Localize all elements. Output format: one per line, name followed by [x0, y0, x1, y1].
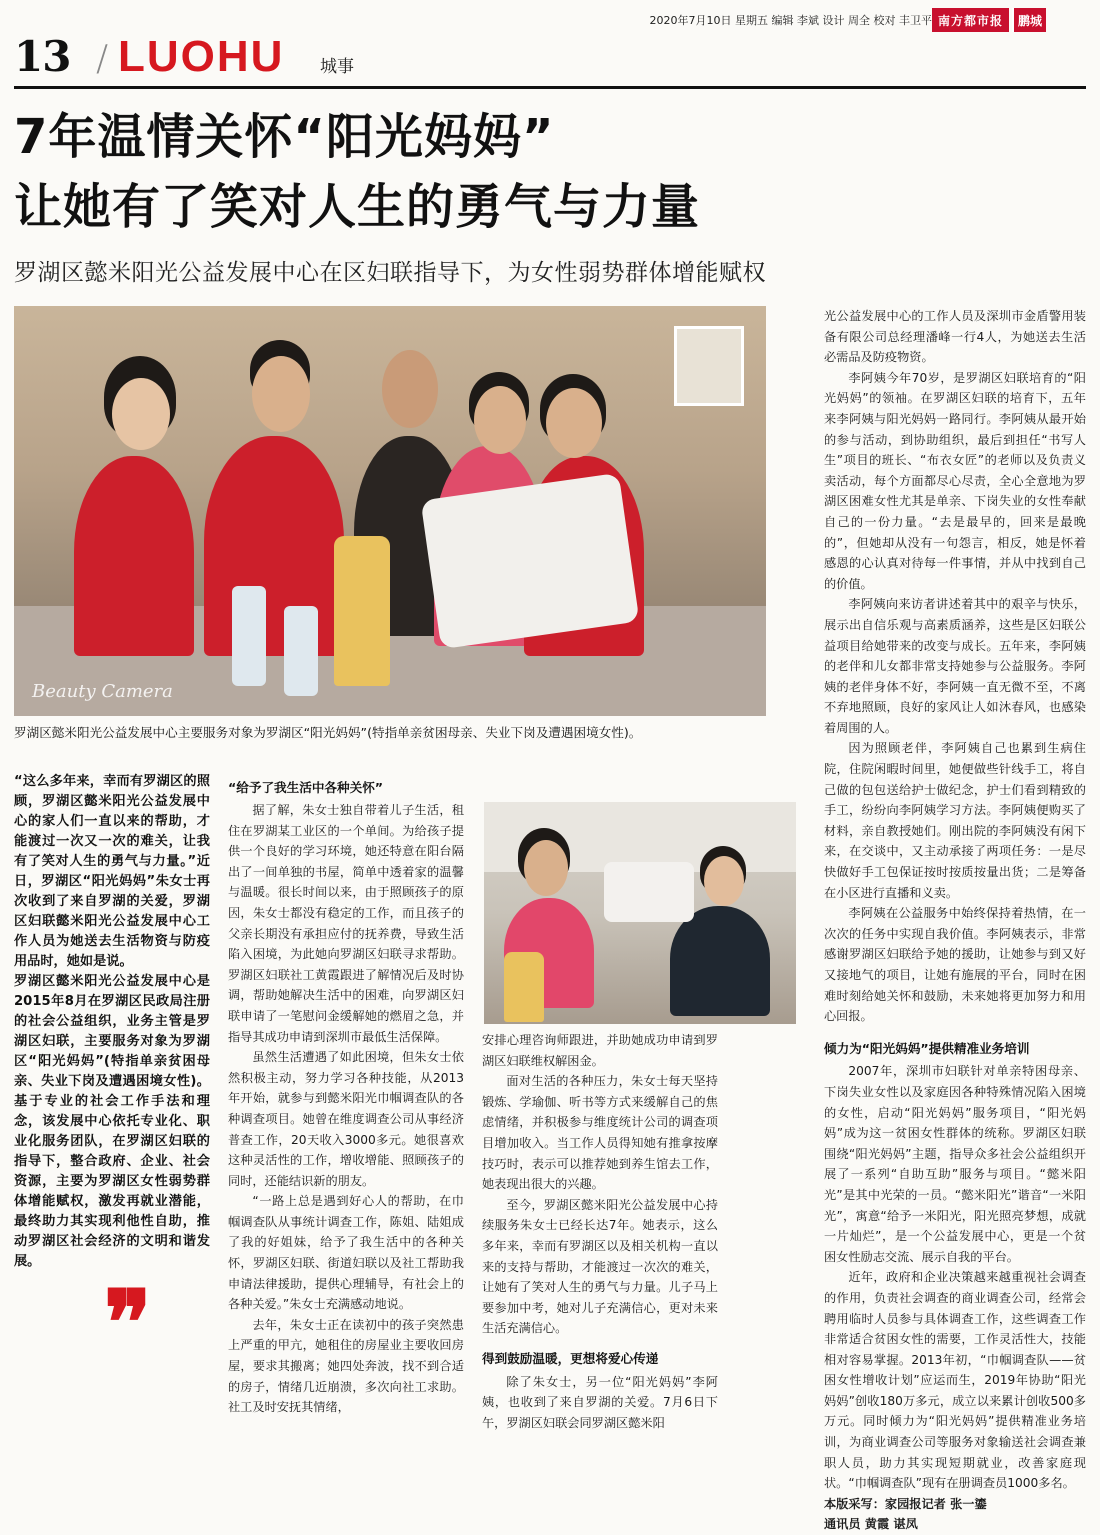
header-rule: [14, 86, 1086, 89]
page-number: 13: [14, 32, 71, 81]
subheading: 得到鼓励温暖，更想将爱心传递: [482, 1350, 659, 1366]
article-column-c: [482, 1030, 718, 1433]
page-header: [14, 34, 1086, 80]
sanitizer-bottle: [284, 606, 318, 696]
body-paragraph: 面对生活的各种压力，朱女士每天坚持锻炼、学瑜伽、听书等方式来缓解自己的焦虑情绪，并积极参与维度统计公司的调查项目增加收入。当工作人员得知她有推拿按摩技巧时，表示可以推荐她到养生馆去工作，她表现出很大的兴趣。: [482, 1074, 718, 1192]
body-paragraph: 去年，朱女士正在读初中的孩子突然患上严重的甲亢，她租住的房屋业主要收回房屋，要求其搬离；她四处奔波，找不到合适的房子，情绪几近崩溃，多次向社工求助。社工及时安抚其情绪，: [228, 1317, 464, 1415]
body-paragraph: 虽然生活遭遇了如此困境，但朱女士依然积极主动，努力学习各种技能，从2013年开始，就参与到懿米阳光巾帼调查队的各种调查项目。她曾在维度调查公司从事经济普查工作，20天收入3000多元。她很喜欢这种灵活性的工作，增收增能、照顾孩子的同时，还能结识新的朋友。: [228, 1050, 464, 1188]
quilt-package: [421, 473, 640, 649]
face-shape: [252, 356, 310, 432]
section-title: LUOHU: [118, 32, 285, 81]
face-shape: [704, 856, 744, 906]
body-paragraph: 李阿姨今年70岁，是罗湖区妇联培育的“阳光妈妈”的领袖。在罗湖区妇联的培育下，五年来李阿姨与阳光妈妈一路同行。李阿姨从最开始的参与活动，到协助组织，最后到担任“书写人生”项目的班长、“布衣女匠”的老师以及负责义卖活动，每个方面都尽心尽责，全心全意地为罗湖区困难女性尤其是单亲、下岗失业的女性奉献自己的一份力量。“去是最早的，回来是最晚的”，但她却从没有一句怨言，相反，她是怀着感恩的心认真对待每一件事情，并从中找到自己的价值。: [824, 370, 1086, 591]
face-shape: [382, 350, 438, 428]
body-paragraph: 李阿姨在公益服务中始终保持着热情，在一次次的任务中实现自我价值。李阿姨表示，非常感谢罗湖区妇联给予她的援助，让她参与到又好又接地气的项目，让她有施展的平台，同时在困难时刻给她关怀和鼓励，未来她将更加努力和用心回报。: [824, 906, 1086, 1024]
top-bar: [0, 8, 1100, 34]
subheading: “给予了我生活中各种关怀”: [228, 780, 384, 795]
main-photo: [14, 306, 766, 716]
newspaper-logo: [932, 8, 1088, 32]
headline-line-2: 让她有了笑对人生的勇气与力量: [14, 179, 701, 235]
subheading: 倾力为“阳光妈妈”提供精准业务培训: [824, 1040, 1030, 1056]
second-photo: [484, 802, 796, 1024]
body-paragraph: 至今，罗湖区懿米阳光公益发展中心持续服务朱女士已经长达7年。她表示，这么多年来，幸而有罗湖区以及相关机构一直以来的支持与帮助，才能渡过一次次的难关，让她有了笑对人生的勇气与力量。儿子马上要参加中考，她对儿子充满信心，更对未来生活充满信心。: [482, 1197, 718, 1336]
body-paragraph: 据了解，朱女士独自带着儿子生活，租住在罗湖某工业区的一个单间。为给孩子提供一个良好的学习环境，她还特意在阳台隔出了一间单独的书屋，简单中透着家的温馨与温暖。很长时间以来，由于照顾孩子的原因，朱女士都没有稳定的工作，而且孩子的父亲长期没有承担应付的抚养费，导致生活陷入困境，为此她向罗湖区妇联寻求帮助。罗湖区妇联社工黄霞跟进了解情况后及时协调，帮助她解决生活中的困难，向罗湖区妇联申请了一笔慰问金缓解她的燃眉之急，并指导其成功申请到深圳市最低生活保障。: [228, 803, 464, 1044]
oil-bottle: [504, 952, 544, 1022]
body-paragraph: 除了朱女士，另一位“阳光妈妈”李阿姨，也收到了来自罗湖的关爱。7月6日下午，罗湖区妇联会同罗湖区懿米阳: [482, 1374, 718, 1430]
slash-divider: /: [96, 38, 109, 79]
body-paragraph: 安排心理咨询师跟进，并助她成功申请到罗湖区妇联维权解困金。: [482, 1033, 718, 1068]
oil-bottle: [334, 536, 390, 686]
body-paragraph: 光公益发展中心的工作人员及深圳市金盾警用装备有限公司总经理潘峰一行4人，为她送去生活必需品及防疫物资。: [824, 309, 1086, 365]
byline-correspondent: 通讯员 黄霞 谌凤: [824, 1517, 918, 1532]
byline-reporter: 本版采写：家园报记者 张一鎏: [824, 1496, 987, 1511]
body-paragraph: 李阿姨向来访者讲述着其中的艰辛与快乐，展示出自信乐观与高素质涵养，这些是区妇联公益项目给她带来的改变与成长。五年来，李阿姨的老伴和儿女都非常支持她参与公益服务。李阿姨的老伴身体不好，李阿姨一直无微不至，不离不弃地照顾，良好的家风让人如沐春风，也感染着周围的人。: [824, 597, 1086, 735]
photo-watermark: Beauty Camera: [32, 681, 173, 702]
headline-line-1: 7年温情关怀“阳光妈妈”: [14, 109, 555, 165]
sanitizer-bottle: [232, 586, 266, 686]
quote-mark-icon: ❞: [104, 1270, 152, 1374]
face-shape: [524, 840, 568, 896]
subheadline: 罗湖区懿米阳光公益发展中心在区妇联指导下，为女性弱势群体增能赋权: [14, 260, 766, 286]
article-column-d: [824, 306, 1086, 1535]
paper-edition: 鹏城: [1012, 8, 1046, 32]
pillow: [604, 862, 694, 922]
lead-paragraph: “这么多年来，幸而有罗湖区的照顾，罗湖区懿米阳光公益发展中心的家人们一直以来的帮助，才能渡过一次又一次的难关，让我有了笑对人生的勇气与力量。”近日，罗湖区“阳光妈妈”朱女士再次收到了来自罗湖的关爱，罗湖区妇联懿米阳光公益发展中心工作人员为她送去生活物资与防疫用品时，她如是说。: [14, 774, 210, 969]
article-column-b: [228, 780, 464, 1418]
body-paragraph: 因为照顾老伴，李阿姨自己也累到生病住院，住院闲暇时间里，她便做些针线手工，将自己做的包包送给护士做纪念，护士们看到精致的手工，纷纷向李阿姨学习方法。李阿姨便购买了材料，亲自教授她们。刚出院的李阿姨没有闲下来，在交谈中，又主动承接了两项任务：一是尽快做好手工包保证按时按质按量出货；二是筹备在小区进行直播和义卖。: [824, 741, 1086, 900]
body-paragraph: “一路上总是遇到好心人的帮助，在巾帼调查队从事统计调查工作，陈姐、陆姐成了我的好姐妹，给予了我生活中的各种关怀，罗湖区妇联、街道妇联以及社工帮助我申请法律援助，提供心理辅导，有社会上的各种关爱。”朱女士充满感动地说。: [228, 1194, 464, 1312]
face-shape: [546, 388, 602, 458]
photo-caption: 罗湖区懿米阳光公益发展中心主要服务对象为罗湖区“阳光妈妈”(特指单亲贫困母亲、失业下岗及遭遇困境女性)。: [14, 725, 642, 740]
section-tag: 城事: [320, 57, 354, 77]
lead-column: [14, 772, 210, 1272]
body-paragraph: 近年，政府和企业决策越来越重视社会调查的作用，负责社会调查的商业调查公司，经常会聘用临时人员参与具体调查工作，这些调查工作非常适合贫困女性的需要，工作灵活性大，技能相对容易掌握。2013年初，“巾帼调查队——贫困女性增收计划”应运而生，2019年协助“阳光妈妈”创收180万多元，成立以来累计创收500多万元。同时倾力为“阳光妈妈”提供精准业务培训，为商业调查公司等服务对象输送社会调查兼职人员，助力其实现短期就业，改善家庭现状。“巾帼调查队”现有在册调查员1000多名。: [824, 1270, 1086, 1491]
lead-paragraph: 罗湖区懿米阳光公益发展中心是2015年8月在罗湖区民政局注册的社会公益组织，业务主管是罗湖区妇联，主要服务对象为罗湖区“阳光妈妈”(特指单亲贫困母亲、失业下岗及遭遇困境女性)。基于专业的社会工作手法和理念，该发展中心依托专业化、职业化服务团队，在罗湖区妇联的指导下，整合政府、企业、社会资源，主要为罗湖区女性弱势群体增能赋权，激发再就业潜能，最终助力其实现利他性自助，推动罗湖区社会经济的文明和谐发展。: [14, 974, 210, 1269]
person-figure: [670, 906, 770, 1016]
body-paragraph: 2007年，深圳市妇联针对单亲特困母亲、下岗失业女性以及家庭因各种特殊情况陷入困境的女性，启动“阳光妈妈”服务项目，“阳光妈妈”成为这一贫困女性群体的统称。罗湖区妇联围绕“阳光妈妈”主题，指导众多社会公益组织开展了一系列“自助互助”服务与项目。“懿米阳光”是其中光荣的一员。“懿米阳光”谐音“一米阳光”，寓意“给予一米阳光，阳光照亮梦想，成就一片灿烂”，是一个公益发展中心，更是一个贫困女性励志交流、展示自我的平台。: [824, 1064, 1086, 1264]
face-shape: [112, 378, 170, 450]
person-figure: [204, 436, 344, 656]
face-shape: [474, 386, 526, 454]
date-editor-line: 2020年7月10日 星期五 编辑 李斌 设计 周全 校对 丰卫平: [649, 14, 932, 27]
paper-name: 南方都市报: [932, 8, 1009, 32]
person-figure: [74, 456, 194, 656]
wall-frame: [674, 326, 744, 406]
